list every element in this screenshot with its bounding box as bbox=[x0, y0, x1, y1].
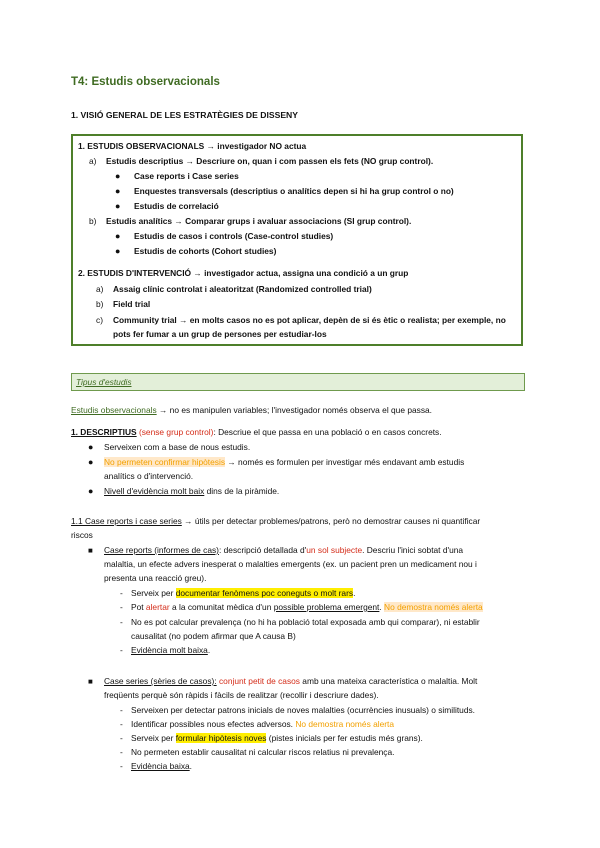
list-marker: b) bbox=[96, 299, 104, 309]
sub-item-text: . bbox=[189, 761, 192, 771]
descriptius-line bbox=[71, 427, 442, 438]
list-marker: b) bbox=[89, 216, 97, 226]
dash-icon: - bbox=[120, 705, 123, 715]
list-item: Estudis de casos i controls (Case-control studies) bbox=[134, 231, 334, 241]
case-series-text: amb una mateixa característica o malaltia. Molt bbox=[299, 676, 478, 686]
case-reports-text: . Descriu l'inici sobtat d'una bbox=[362, 545, 464, 555]
bullet-icon: ● bbox=[115, 201, 121, 211]
dash-icon: - bbox=[120, 747, 123, 757]
underlined-text: Evidència baixa bbox=[131, 761, 190, 771]
bullet-icon: ● bbox=[115, 186, 121, 196]
subsection-text: → útils per detectar problemes/patrons, però no demostrar causes ni quantificar bbox=[181, 516, 481, 526]
case-series-label: Case series (sèries de casos): bbox=[104, 676, 217, 686]
list-item: Field trial bbox=[113, 299, 151, 309]
bullet-icon: ● bbox=[115, 231, 121, 241]
list-item: Serveixen com a base de nous estudis. bbox=[104, 442, 251, 452]
descriptius-item: Estudis descriptius → Descriure on, quan i com passen els fets (NO grup control). bbox=[106, 156, 434, 166]
list-item: Assaig clínic controlat i aleatoritzat (Randomized controlled trial) bbox=[113, 284, 372, 294]
observacionals-text: → no es manipulen variables; l'investigador només observa el que passa. bbox=[156, 405, 432, 415]
sub-item-text: Pot bbox=[131, 602, 146, 612]
case-reports-label: Case reports (informes de cas) bbox=[104, 545, 219, 555]
sub-item bbox=[131, 588, 355, 599]
sub-item bbox=[131, 761, 192, 772]
bullet-icon: ● bbox=[88, 457, 94, 467]
dash-icon: - bbox=[120, 588, 123, 598]
dash-icon: - bbox=[120, 602, 123, 612]
dash-icon: - bbox=[120, 719, 123, 729]
subsection-label: 1.1 Case reports i case series bbox=[71, 516, 182, 526]
bullet-icon: ● bbox=[88, 486, 94, 496]
list-item-text: → només es formulen per investigar més endavant amb estudis bbox=[225, 457, 465, 467]
list-item bbox=[104, 457, 464, 468]
dash-icon: - bbox=[120, 733, 123, 743]
case-reports-line2: malaltia, un efecte advers inesperat o malalties emergents (ex. un pacient pren un medicament nou i bbox=[104, 559, 477, 569]
bullet-icon: ● bbox=[115, 246, 121, 256]
highlight-orange: No demostra només alerta bbox=[384, 602, 483, 612]
list-marker: a) bbox=[89, 156, 97, 166]
sub-item-text: a la comunitat mèdica d'un bbox=[169, 602, 274, 612]
list-item: Enquestes transversals (descriptius o analítics depen si hi ha grup control o no) bbox=[134, 186, 454, 196]
list-item-text: dins de la piràmide. bbox=[204, 486, 280, 496]
sub-item bbox=[131, 719, 394, 730]
descriptius-red: (sense grup control) bbox=[136, 427, 214, 437]
sub-item-text: Identificar possibles nous efectes adversos. bbox=[131, 719, 296, 729]
sub-item: No es pot calcular prevalença (no hi ha població total exposada amb qui comparar), ni establir bbox=[131, 617, 480, 627]
bullet-icon: ● bbox=[115, 171, 121, 181]
list-item: Community trial → en molts casos no es pot aplicar, depèn de si és ètic o realista; per exemple, no bbox=[113, 315, 506, 325]
section-bar-title: Tipus d'estudis bbox=[76, 377, 132, 387]
case-series-line2: freqüents perquè són ràpids i fàcils de realitzar (recollir i descriure dades). bbox=[104, 690, 379, 700]
square-bullet-icon: ■ bbox=[88, 677, 93, 686]
case-reports-red: un sol subjecte bbox=[306, 545, 363, 555]
list-marker: c) bbox=[96, 315, 103, 325]
list-item: Case reports i Case series bbox=[134, 171, 239, 181]
case-reports-series-line bbox=[71, 516, 480, 527]
section-bar bbox=[71, 373, 525, 391]
case-reports-text: : descripció detallada d' bbox=[218, 545, 307, 555]
list-marker: a) bbox=[96, 284, 104, 294]
observacionals-link[interactable]: Estudis observacionals bbox=[71, 405, 157, 415]
dash-icon: - bbox=[120, 645, 123, 655]
case-series-red: conjunt petit de casos bbox=[216, 676, 300, 686]
descriptius-label: 1. DESCRIPTIUS bbox=[71, 427, 137, 437]
intervencio-heading: 2. ESTUDIS D'INTERVENCIÓ → investigador actua, assigna una condició a un grup bbox=[78, 268, 409, 278]
bullet-icon: ● bbox=[88, 442, 94, 452]
underlined-text: possible problema emergent bbox=[273, 602, 380, 612]
sub-item-text: (pistes inicials per fer estudis més grans). bbox=[266, 733, 423, 743]
case-reports-line3: presenta una reacció greu). bbox=[104, 573, 207, 583]
list-item-continuation: pots fer fumar a un grup de persones per estudiar-los bbox=[113, 329, 327, 339]
analitics-item: Estudis analítics → Comparar grups i avaluar associacions (SI grup control). bbox=[106, 216, 412, 226]
sub-item-text: Serveix per bbox=[131, 588, 176, 598]
orange-text: No demostra només alerta bbox=[295, 719, 395, 729]
highlight-yellow: documentar fenòmens poc coneguts o molt rars bbox=[175, 588, 354, 598]
underlined-text: Nivell d'evidència molt baix bbox=[104, 486, 205, 496]
observacionals-heading: 1. ESTUDIS OBSERVACIONALS → investigador NO actua bbox=[78, 141, 307, 151]
list-item bbox=[104, 486, 279, 497]
dash-icon: - bbox=[120, 617, 123, 627]
list-item-continuation: analítics o d'intervenció. bbox=[104, 471, 194, 481]
square-bullet-icon: ■ bbox=[88, 546, 93, 555]
sub-item-text: . bbox=[353, 588, 356, 598]
sub-item-continuation: causalitat (no podem afirmar que A causa B) bbox=[131, 631, 296, 641]
descriptius-rest: : Descriue el que passa en una població o en casos concrets. bbox=[213, 427, 442, 437]
section-heading: 1. VISIÓ GENERAL DE LES ESTRATÈGIES DE DISSENY bbox=[71, 110, 298, 120]
sub-item bbox=[131, 602, 483, 613]
dash-icon: - bbox=[120, 761, 123, 771]
page-title: T4: Estudis observacionals bbox=[71, 76, 220, 88]
sub-item: No permeten establir causalitat ni calcular riscos relatius ni prevalença. bbox=[131, 747, 395, 757]
case-reports-line bbox=[104, 545, 463, 556]
subsection-continuation: riscos bbox=[71, 530, 93, 540]
sub-item bbox=[131, 645, 210, 656]
sub-item: Serveixen per detectar patrons inicials de noves malalties (ocurrències inusuals) o similituds. bbox=[131, 705, 475, 715]
highlight-yellow: formular hipòtesis noves bbox=[175, 733, 267, 743]
case-series-line bbox=[104, 676, 477, 687]
sub-item-text: . bbox=[379, 602, 385, 612]
list-item: Estudis de correlació bbox=[134, 201, 219, 211]
sub-item-text: Serveix per bbox=[131, 733, 176, 743]
highlight-orange: No permeten confirmar hipòtesis bbox=[104, 457, 226, 467]
list-item: Estudis de cohorts (Cohort studies) bbox=[134, 246, 277, 256]
sub-item-text: . bbox=[207, 645, 211, 655]
sub-item bbox=[131, 733, 423, 744]
red-text: alertar bbox=[145, 602, 170, 612]
observacionals-line bbox=[71, 405, 432, 416]
underlined-text: Evidència molt baixa bbox=[131, 645, 208, 655]
